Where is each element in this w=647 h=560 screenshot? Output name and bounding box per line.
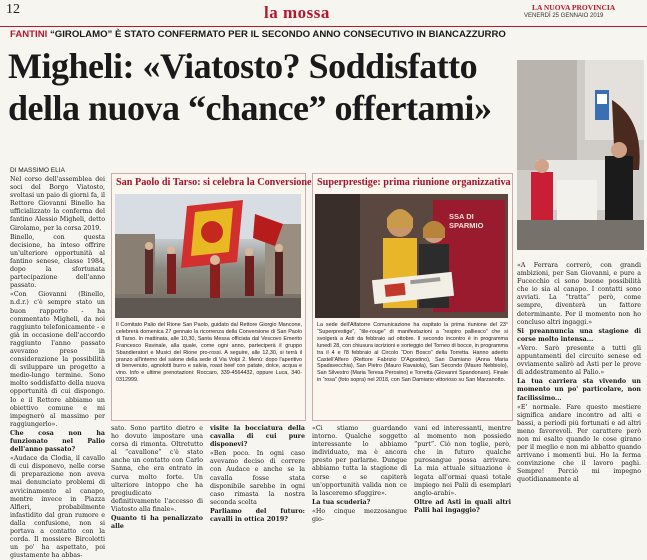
paragraph: «Vero. Sarò presente a tutti gli appuntamenti del circuito senese ed ovviamente salirò ad Asti per le prove di addestramento al Palio.» bbox=[517, 344, 641, 377]
article-column-2 bbox=[111, 425, 203, 531]
section-title: la mossa bbox=[264, 3, 330, 22]
question: Che cosa non ha funzionato nel Palio dell'anno passato? bbox=[10, 429, 105, 454]
paragraph: Binello, con questa decisione, ha inteso offrire un'ulteriore opportunità al fantino senese, classe 1984, dopo la sfortunata partecipazione dell'anno passato. bbox=[10, 233, 105, 290]
box-superprestige-title: Superprestige: prima riunione organizzativa bbox=[317, 177, 511, 188]
article-column-6 bbox=[517, 262, 641, 502]
paragraph: «Audace da Clodia, il cavallo di cui disponevo, nelle corse di preparazione non aveva mai denunciato problemi di avvicinamento al canapo, mentre invece in Piazza Alfieri, probabilmente infastidito dal gran rumore e dalla confusione, non si portava a contatto con la corda. Il mossiere Bircolotti un po' ha aspettato, poi giustamente ha abbas- bbox=[10, 455, 105, 560]
jockey-crowd-photo bbox=[517, 60, 644, 250]
flag-wavers-photo bbox=[115, 194, 301, 318]
photo-superprestige bbox=[315, 194, 508, 318]
paragraph: vani ed interessanti, mentre al momento non possiedo “purt”. Ciò non toglie, però, che in futuro qualche purosangue possa arrivare. La mia attuale situazione è legata all'ormai quasi totale impiego nei Palii di esemplari anglo-arabi». bbox=[414, 425, 511, 497]
masthead: LA NUOVA PROVINCIA bbox=[532, 3, 616, 12]
question: Quanto ti ha penalizzato alle bbox=[111, 515, 203, 531]
box-san-paolo-title: San Paolo di Tarso: si celebra la Conversione bbox=[116, 177, 312, 188]
question: La tua carriera sta vivendo un momento un po' particolare, non facilissimo... bbox=[517, 378, 641, 402]
issue-date: VENERDÌ 25 GENNAIO 2019 bbox=[524, 13, 604, 19]
photo-jockey bbox=[517, 60, 644, 250]
question: visite la bocciatura della cavalla di cui pure disponevi? bbox=[210, 425, 305, 449]
article-column-4 bbox=[312, 425, 407, 524]
paragraph: sato. Sono partito dietro e ho dovuto impostare una corsa di rimonta. Oltretutto al “cavallone” c'è stato anche un contatto con Carlo Sanna, che era entrato in curva molto forte. Un ulteriore intoppo che ha pregiudicato definitivamente l'accesso di Viatosto alla finale». bbox=[111, 425, 203, 513]
header-rule bbox=[0, 26, 647, 27]
paragraph: «A Ferrara correrò, con grandi ambizioni, per San Giovanni, e pure a Fucecchio ci sono buone possibilità che io sia al canapo. I contatti sono avviati. La “tratta” però, come sempre, diventerà un fattore determinante. Per il momento non ho concluso altri ingaggi.» bbox=[517, 262, 641, 326]
question: Si preannuncia una stagione di corse molto intensa... bbox=[517, 327, 641, 343]
paragraph: Nel corso dell'assemblea dei soci del Borgo Viatosto, svoltasi un paio di giorni fa, il Rettore Giovanni Binello ha ufficializzato la conferma del fantino Alessio Migheli, detto Girolamo, per la corsa 2019. bbox=[10, 176, 105, 232]
box-san-paolo-caption: Il Comitato Palio del Rione San Paolo, guidato dal Rettore Giorgio Mancone, celebrerà domenica 27 gennaio la ricorrenza della Conversione di San Paolo di Tarso. In mattinata, alle 10,30, Santa Messa officiata dal Vescovo Emerito Francesco Ravinale, alla quale, come ogni anno, parteciperà il gruppo Sbandieratori e Musici del Rione pro-rossi. A seguire, alle 12,30, si terrà il pranzo all'interno del salone della sede di Via Volpi 2. Menù: dopo l'aperitivo di benvenuto, agnolotti burro e salvia, roast beef con patate, dolce, acqua e vino. Info e ultime prenotazioni: Roccaro, 339-4564432, oppure Luca, 340-0312999. bbox=[116, 322, 302, 384]
question: Oltre ad Asti in quali altri Palii hai ingaggio? bbox=[414, 498, 511, 514]
headline-line-1: Migheli: «Viatosto? Soddisfatto bbox=[8, 46, 478, 86]
paragraph: «E' normale. Fare questo mestiere significa andare incontro ad alti e bassi, a periodi più fortunati e ad altri meno favorevoli. Per carattere però non mi esalto quando le cose girano per il meglio e non mi abbatto quando arrivano i momenti bui. Ho la ferma convinzione che il lavoro paghi. Sempre! Perciò mi impegno quotidianamente al bbox=[517, 403, 641, 484]
article-column-1 bbox=[10, 176, 105, 560]
article-column-5 bbox=[414, 425, 511, 514]
article-column-3 bbox=[210, 425, 305, 524]
paragraph: «Ho cinque mezzosangue gio- bbox=[312, 507, 407, 524]
byline: DI MASSIMO ELIA bbox=[10, 167, 65, 174]
paragraph: «Ci stiamo guardando intorno. Qualche soggetto interessante lo abbiamo individuato, ma è ancora presto per parlarne. Dunque abbiamo tutta la stagione di corse e se capiterà un'opportunità valida non ce la lasceremo sfuggire». bbox=[312, 425, 407, 497]
paragraph: «Con Giovanni (Binello, n.d.r.) c'è sempre stato un buon rapporto - ha commentato Migheli, da noi raggiunto telefonicamente - e già in occasione dell'accordo raggiunto l'anno passato avevamo preso in considerazione la possibilità di sviluppare un progetto a medio-lungo termine. Sono molto soddisfatto della nuova opportunità di cui dispongo. Io e il Rettore abbiamo un obiettivo comune e mi impegnerò al massimo per raggiungerlo». bbox=[10, 291, 105, 428]
paragraph: «Ben poco. In ogni caso avevamo deciso di correre con Audace e anche se la cavalla fosse stata disponibile sarebbe in ogni caso rimasta la nostra seconda scelta bbox=[210, 450, 305, 506]
photo-sign: SSA DI SPARMIO bbox=[449, 212, 484, 230]
page-number: 12 bbox=[6, 2, 20, 17]
kicker bbox=[10, 29, 506, 40]
photo-san-paolo bbox=[115, 194, 301, 318]
headline-line-2: della nuova “chance” offertami» bbox=[8, 88, 492, 128]
question: La tua scuderia? bbox=[312, 498, 371, 506]
kicker-text: “GIROLAMO” È STATO CONFERMATO PER IL SECONDO ANNO CONSECUTIVO IN BIANCAZZURRO bbox=[49, 29, 506, 40]
box-superprestige-caption: La sede dell'Alfatorre Comunicazione ha ospitato la prima riunione del 23° “Superprestige”, “tile-rouge” di manifestazioni a “respiro palliesco” che si svolgerà a Asti da febbraio ad ottobre. Il secondo incontro è in programma lunedì 28, con chiusura iscrizioni e sorteggio del Torneo di bocce, in programma tra il 4 e l'8 febbraio al Circolo “Don Bosco” della Torretta. Hanno aderito Castell'Alfero (Rettore Fabrizio D'Agostino), San Damiano (Anna Maria Spadavecchia), San Pietro (Mauro Ravaiola), San Secondo (Mauro Nebbiolo), San Silvestro (Maria Teresa Perosino) e Torretta (Giovanni Spandonaro). Finale in “rosa” (foto sopra) nel 2018, con San Damiano vittorioso su San Marzanotto. bbox=[317, 322, 508, 384]
question: Parliamo del futuro: cavalli in ottica 2019? bbox=[210, 507, 305, 524]
kicker-label: FANTINI bbox=[10, 29, 48, 40]
